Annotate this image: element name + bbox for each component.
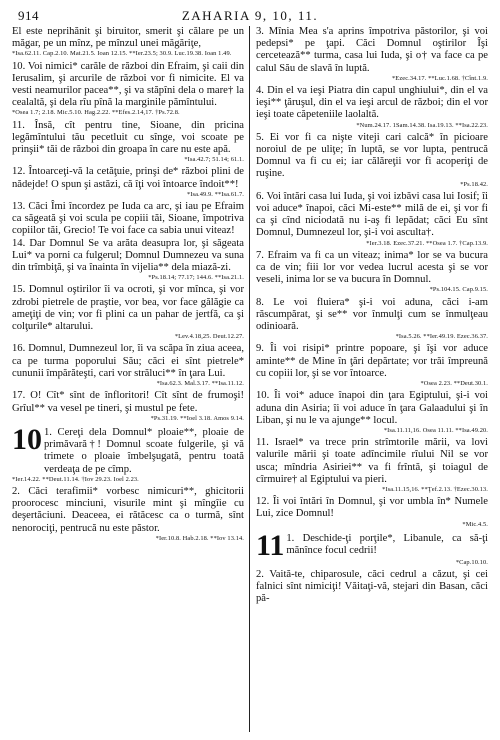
page-header: [12, 8, 488, 24]
cross-reference: *Lev.4.18,25. Deut.12.27.: [174, 333, 244, 341]
cross-reference: *Isa.49.9. **Isa.61.7.: [186, 190, 244, 198]
cross-reference: *Isa.11.15,16. **Ţef.2.13. †Ezec.30.13.: [382, 485, 488, 493]
verse-text: 15. Domnul oştirilor îi va ocroti, şi vor mînca, şi vor zdrobi pietrele de praştie, vor bea, vor face gălăgie ca ameţiţi de vin; vor fi plini ca un pahar de jertfă, ca şi colţurile* altarului.: [12, 284, 244, 333]
verse-text: 2. Căci terafimii* vorbesc nimicuri**, ghicitorii proorocesc minciuni, visurile mint şi mîngîie cu deşertăciuni. Deaceea, ei rătăcesc ca o turmă, sînt nenorociţi, pentrucă nu este păstor.: [12, 485, 244, 534]
verse-text: 1. Deschide-ţi porţile*, Libanule, ca să-ţi mănînce focul cedrii!: [286, 532, 488, 556]
cross-reference: *Osea 2.23. **Deut.30.1.: [420, 380, 488, 388]
verse-text: El este neprihănit şi biruitor, smerit şi călare pe un măgar, pe un mînz, pe mînzul unei măgăriţe,: [12, 26, 244, 50]
left-column: [12, 26, 250, 732]
cross-reference: *Isa.5.26. **Ier.49.19. Ezec.36.37.: [395, 333, 488, 341]
chapter-number: 10: [12, 422, 42, 456]
cross-reference: *Ps.31.19. **Ioel 3.18. Amos 9.14.: [150, 414, 244, 422]
verse-text: 14. Dar Domnul Se va arăta deasupra lor, şi săgeata Lui* va porni ca fulgerul; Domnul Dumnezeu va suna din trîmbiţă, şi va înainta în vijelia** dela miază-zi.: [12, 237, 244, 274]
verse-text: 13. Căci Îmi încordez pe Iuda ca arc, şi iau pe Efraim ca săgeată şi voi scula pe copiii tăi, Sioane, împotriva copiilor tăi, Grecio! Te voi face ca sabia unui viteaz!: [12, 201, 244, 237]
verse-text: 3. Mînia Mea s'a aprins împotriva păstorilor, şi voi pedepsi* pe ţapi. Căci Domnul oştirilor Îşi cercetează** turma, casa lui Iuda, şi o† va face ca pe calul Său de slavă în luptă.: [256, 26, 488, 74]
right-column: [250, 26, 488, 732]
verse-text: 11. Israel* va trece prin strîmtorile mării, va lovi valurile mării şi toate adîncimile rîului Nil se vor usca; mîndria Asiriei** va fi frîntă, şi toiagul de cîrmuire† al Egiptului va pieri.: [256, 437, 488, 485]
page-running-title: ZAHARIA 9, 10, 11.: [181, 8, 319, 23]
cross-reference: *Isa.62.3. Mal.3.17. **Isa.11.12.: [156, 380, 244, 388]
verse-text: 16. Domnul, Dumnezeul lor, îi va scăpa în ziua aceea, ca pe turma poporului Său; căci ei sînt pietrele* cununii împărăteşti, cari vor străluci** în ţara Lui.: [12, 343, 244, 379]
cross-reference: *Ezec.34.17. **Luc.1.68. †Cînt.1.9.: [392, 74, 488, 82]
verse-text: 12. Întoarceţi-vă la cetăţuie, prinşi de* război plini de nădejde! O spun şi astăzi, că îţi voi întoarce îndoit**!: [12, 166, 244, 190]
cross-reference: *Ier.10.8. Hab.2.18. **Iov 13.14.: [155, 534, 244, 542]
page-number: 914: [18, 8, 39, 23]
verse-text: 7. Efraim va fi ca un viteaz; inima* lor se va bucura ca de vin; fiii lor vor vedea lucrul acesta şi se vor veseli, inima lor se va bucura în Domnul.: [256, 249, 488, 286]
verse-text: 2. Vaită-te, chiparosule, căci cedrul a căzut, şi cei falnici sînt nimiciţi! Văitaţi-vă, stejari din Basan, căci pă-: [256, 568, 488, 605]
verse-text: 12. Îi voi întări în Domnul, şi vor umbla în* Numele Lui, zice Domnul!: [256, 496, 488, 520]
verse-text: 4. Din el va ieşi Piatra din capul unghiului*, din el va ieşi** ţăruşul, din el va ieşi arcul de război; din el vor ieşi toate căpeteniile laolaltă.: [256, 85, 488, 121]
verse-text: 6. Voi întări casa lui Iuda, şi voi izbăvi casa lui Iosif; îi voi aduce* înapoi, căci Mi-este** milă de ei, şi vor fi ca şi cînd niciodată nu i-aş fi lepădat; căci Eu sînt Domnul, Dumnezeul lor, şi-i voi asculta†.: [256, 190, 488, 239]
cross-reference: *Ps.18.14; 77.17; 144.6. **Isa.21.1.: [148, 274, 244, 282]
verse-text: 8. Le voi fluiera* şi-i voi aduna, căci i-am răscumpărat, şi se** vor înmulţi cum se înmulţeau odinioară.: [256, 296, 488, 333]
cross-reference: *Osea 1.7; 2.18. Mic.5.10. Hag.2.22. **Efes.2.14,17. †Ps.72.8.: [12, 109, 180, 117]
cross-reference: *Ps.104.15. Cap.9.15.: [429, 286, 488, 294]
cross-reference: *Mic.4.5.: [462, 520, 488, 528]
verse-text: 1. Cereţi dela Domnul* ploaie**, ploaie de primăvară†! Domnul scoate fulgerile, şi vă trimete o ploaie îmbelşugată, pentru toată verdeaţa de pe cîmp.: [44, 426, 244, 475]
cross-reference: *Ier.3.18. Ezec.37.21. **Osea 1.7. †Cap.13.9.: [366, 239, 488, 247]
cross-reference: *Isa.42.7; 51.14; 61.1.: [184, 156, 244, 164]
cross-reference: *Isa.11.11,16. Osea 11.11. **Isa.49.20.: [383, 426, 488, 434]
cross-reference: *Ps.18.42.: [460, 180, 488, 188]
chapter-number: 11: [256, 528, 285, 562]
verse-text: 11. Însă, cît pentru tine, Sioane, din pricina legămîntului tău pecetluit cu sînge, voi scoate pe prinşii* tăi de război din groapa în care nu este apă.: [12, 119, 244, 156]
cross-reference: *Ier.14.22. **Deut.11.14. †Iov 29.23. Ioel 2.23.: [12, 475, 139, 483]
verse-text: 5. Ei vor fi ca nişte viteji cari calcă* în picioare noroiul de pe uliţe; în luptă, se vor lupta, pentrucă Domnul va fi cu ei; iar călăreţii vor fi acoperiţi de ruşine.: [256, 131, 488, 180]
chapter-start: [12, 422, 244, 476]
cross-reference: *Num.24.17. 1Sam.14.38. Isa.19.13. **Isa.22.23.: [356, 121, 488, 129]
verse-text: 10. Îi voi* aduce înapoi din ţara Egiptului, şi-i voi aduna din Asiria; îi voi aduce în ţara Galaadului şi în Liban, şi nu le va ajunge** locul.: [256, 390, 488, 426]
verse-text: 9. Îi voi risipi* printre popoare, şi îşi vor aduce aminte** de Mine în ţări depărtate; vor trăi împreună cu copiii lor, şi se vor întoarce.: [256, 343, 488, 379]
cross-reference: *Cap.10.10.: [455, 558, 488, 566]
verse-text: 17. O! Cît* sînt de înfloritori! Cît sînt de frumoşi! Grîul** va vesel pe tineri, şi mustul pe fete.: [12, 390, 244, 414]
verse-text: 10. Voi nimici* carăle de război din Efraim, şi caii din Ierusalim, şi arcurile de război vor fi nimicite. El va vesti neamurilor pacea**, şi va stăpîni dela o mare† la cealaltă, şi dela rîu pînă la marginile pămîntului.: [12, 60, 244, 109]
two-column-body: [12, 26, 488, 732]
cross-reference: *Isa.62.11. Cap.2.10. Mat.21.5. Ioan 12.15. **Ier.23.5; 30.9. Luc.19.38. Ioan 1.49.: [12, 50, 232, 58]
